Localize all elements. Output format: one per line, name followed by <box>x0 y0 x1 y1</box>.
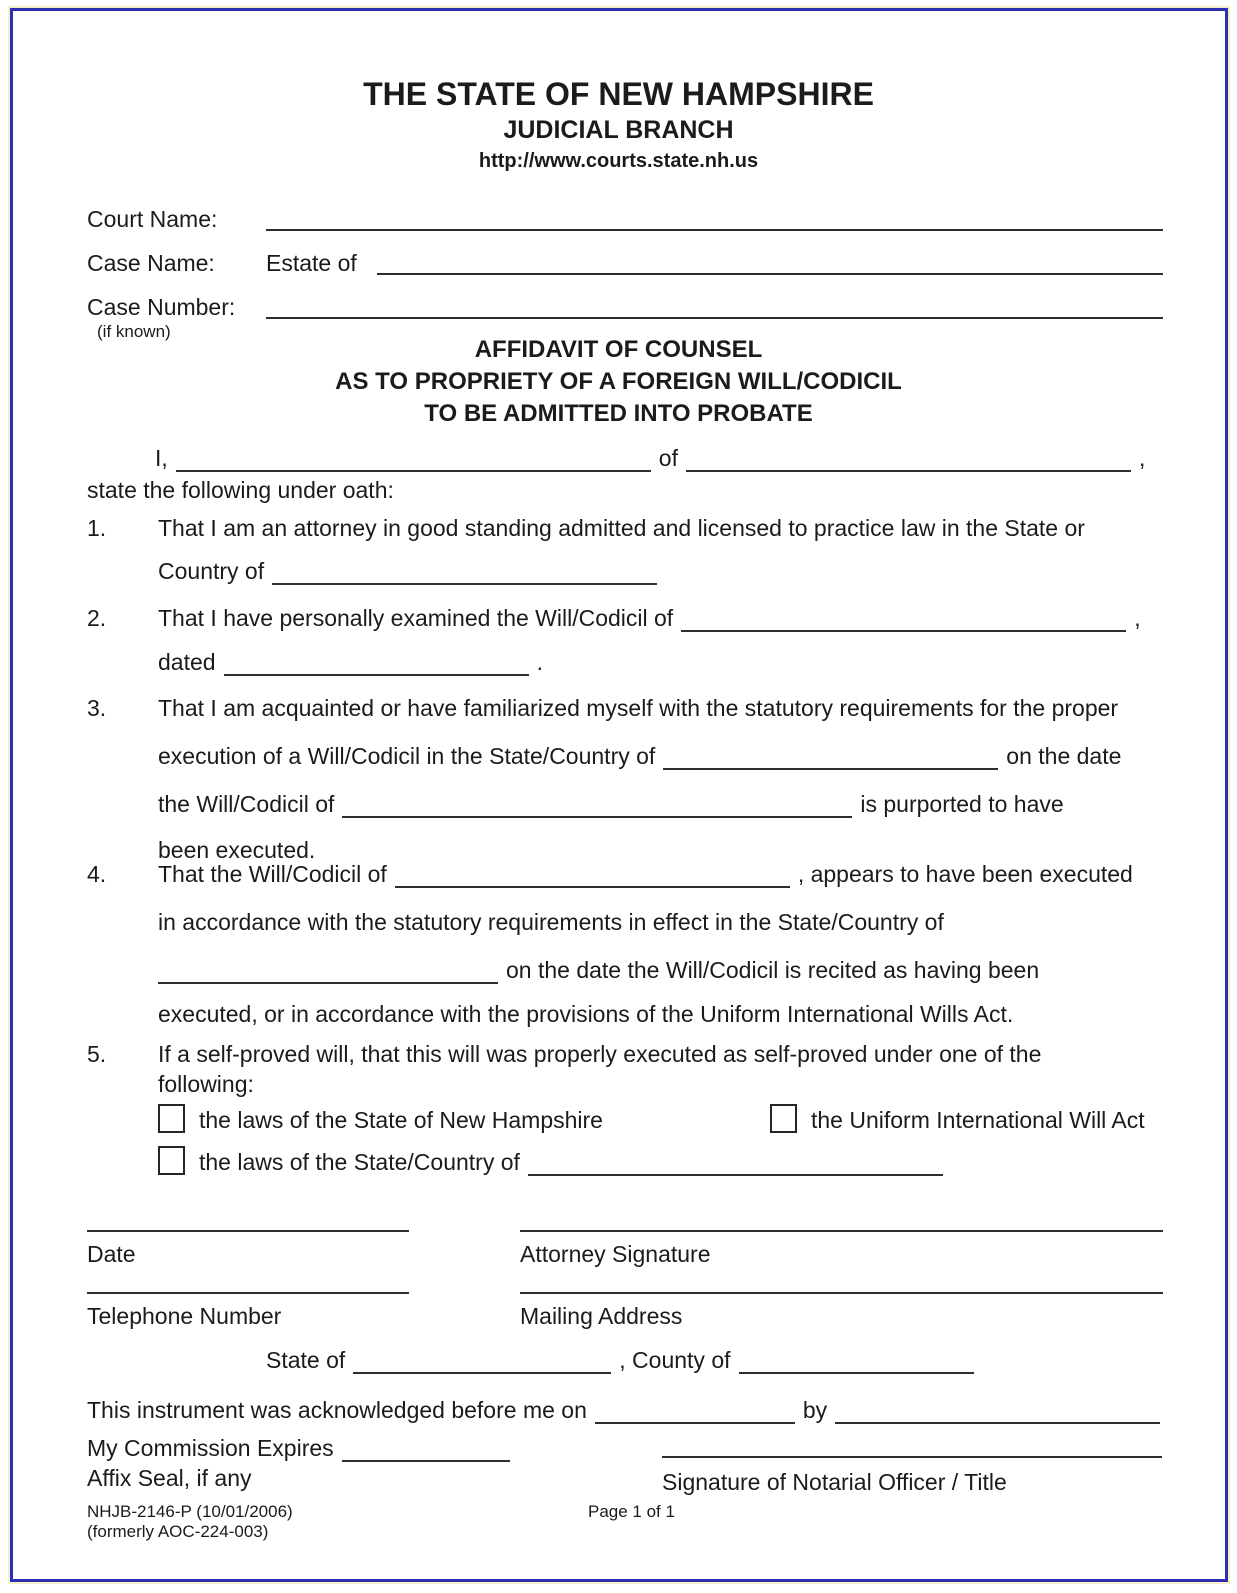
item4-line4: executed, or in accordance with the provisions of the Uniform International Wills Act. <box>158 1001 1014 1027</box>
date-label: Date <box>87 1241 136 1267</box>
header-subtitle: JUDICIAL BRANCH <box>503 116 734 144</box>
case-number-blank[interactable] <box>266 317 1163 319</box>
item1-number: 1. <box>87 515 107 541</box>
item3-line4: been executed. <box>158 837 316 863</box>
telephone-line[interactable] <box>87 1292 409 1294</box>
item1-line2-text: Country of <box>158 558 265 584</box>
checkbox-row-statecountry <box>158 1146 951 1177</box>
item1-line2 <box>158 557 665 586</box>
item5-statecountry-blank[interactable] <box>528 1150 943 1176</box>
acknowledged-text: This instrument was acknowledged before me on <box>87 1397 587 1423</box>
acknowledged-by-blank[interactable] <box>835 1398 1160 1424</box>
form-title-line1: AFFIDAVIT OF COUNSEL <box>474 336 763 363</box>
attorney-signature-line[interactable] <box>520 1230 1163 1232</box>
item2-line1 <box>158 604 1141 633</box>
item5-line2: following: <box>158 1071 254 1097</box>
item2-willcodicil-blank[interactable] <box>681 606 1126 632</box>
item4-statecountry-blank[interactable] <box>158 958 498 984</box>
item3-line2-text: execution of a Will/Codicil in the State/Country of <box>158 743 656 769</box>
notary-state-blank[interactable] <box>353 1348 611 1374</box>
page-indicator: Page 1 of 1 <box>588 1502 675 1521</box>
item3-statecountry-blank[interactable] <box>663 744 998 770</box>
checkbox-nh-laws-label: the laws of the State of New Hampshire <box>199 1107 603 1133</box>
notarial-signature-label: Signature of Notarial Officer / Title <box>662 1469 1007 1495</box>
form-title-line2: AS TO PROPRIETY OF A FOREIGN WILL/CODICIL <box>335 368 902 395</box>
item4-willcodicil-blank[interactable] <box>395 862 790 888</box>
attorney-signature-label: Attorney Signature <box>520 1241 711 1267</box>
case-number-label: Case Number: <box>87 294 236 320</box>
checkbox-row-nh-laws <box>158 1104 603 1135</box>
estate-of-label: Estate of <box>266 250 357 276</box>
oath-text: state the following under oath: <box>87 477 394 503</box>
checkbox-nh-laws[interactable] <box>158 1104 185 1133</box>
item4-line1-post: , appears to have been executed <box>797 861 1133 887</box>
item2-line2-text: dated <box>158 649 216 675</box>
item4-line2: in accordance with the statutory requirements in effect in the State/Country of <box>158 909 944 935</box>
intro-of: of <box>658 445 678 471</box>
item4-line1-text: That the Will/Codicil of <box>158 861 387 887</box>
item4-line1 <box>158 860 1133 889</box>
item5-line1: If a self-proved will, that this will was properly executed as self-proved under one of the <box>158 1041 1042 1067</box>
commission-row <box>87 1434 518 1463</box>
county-of-label: , County of <box>619 1347 731 1373</box>
state-of-label: State of <box>266 1347 346 1373</box>
state-county-row <box>266 1346 982 1375</box>
checkbox-statecountry-label: the laws of the State/Country of <box>199 1149 520 1175</box>
item1-line1: That I am an attorney in good standing admitted and licensed to practice law in the State or <box>158 515 1085 541</box>
item4-line3 <box>158 956 1039 985</box>
checkbox-statecountry[interactable] <box>158 1146 185 1175</box>
item2-line1-text: That I have personally examined the Will/Codicil of <box>158 605 674 631</box>
item3-line2 <box>158 742 1121 771</box>
affix-seal-label: Affix Seal, if any <box>87 1465 252 1491</box>
if-known-note: (if known) <box>97 322 171 341</box>
form-number: NHJB-2146-P (10/01/2006) <box>87 1502 293 1521</box>
notary-county-blank[interactable] <box>739 1348 974 1374</box>
commission-label: My Commission Expires <box>87 1435 334 1461</box>
mailing-address-label: Mailing Address <box>520 1303 683 1329</box>
acknowledged-date-blank[interactable] <box>595 1398 795 1424</box>
item2-number: 2. <box>87 605 107 631</box>
telephone-label: Telephone Number <box>87 1303 282 1329</box>
commission-date-blank[interactable] <box>342 1436 510 1462</box>
acknowledged-row <box>87 1396 1168 1425</box>
header-title: THE STATE OF NEW HAMPSHIRE <box>363 76 874 112</box>
checkbox-uniform-act[interactable] <box>770 1104 797 1133</box>
item2-comma: , <box>1134 605 1141 631</box>
item3-line1: That I am acquainted or have familiarized myself with the statutory requirements for the proper <box>158 695 1119 721</box>
court-name-label: Court Name: <box>87 206 218 232</box>
case-name-blank[interactable] <box>377 273 1163 275</box>
intro-comma: , <box>1138 445 1146 471</box>
item3-line3-post: is purported to have <box>860 791 1064 817</box>
form-title-line3: TO BE ADMITTED INTO PROBATE <box>424 400 813 427</box>
item3-line2-post: on the date <box>1006 743 1122 769</box>
affiant-address-blank[interactable] <box>686 446 1131 472</box>
intro-line <box>155 444 1145 473</box>
item5-number: 5. <box>87 1041 107 1067</box>
notarial-signature-line[interactable] <box>662 1456 1162 1458</box>
item1-country-blank[interactable] <box>272 559 657 585</box>
header-url: http://www.courts.state.nh.us <box>478 150 759 172</box>
checkbox-uniform-act-label: the Uniform International Will Act <box>811 1107 1145 1133</box>
date-signature-line[interactable] <box>87 1230 409 1232</box>
item3-line3 <box>158 790 1064 819</box>
affiant-name-blank[interactable] <box>176 446 651 472</box>
intro-i: I, <box>155 445 168 471</box>
item3-willcodicil-blank[interactable] <box>342 792 852 818</box>
case-name-label: Case Name: <box>87 250 215 276</box>
court-name-blank[interactable] <box>266 229 1163 231</box>
item2-period: . <box>536 649 543 675</box>
acknowledged-by-label: by <box>802 1397 828 1423</box>
item4-line3-post: on the date the Will/Codicil is recited as having been <box>506 957 1040 983</box>
item2-line2 <box>158 648 543 677</box>
item3-line3-text: the Will/Codicil of <box>158 791 335 817</box>
item3-number: 3. <box>87 695 107 721</box>
mailing-address-line[interactable] <box>520 1292 1163 1294</box>
item2-date-blank[interactable] <box>224 650 529 676</box>
item4-number: 4. <box>87 861 107 887</box>
checkbox-row-uniform-act <box>770 1104 1145 1135</box>
form-formerly: (formerly AOC-224-003) <box>87 1522 269 1541</box>
